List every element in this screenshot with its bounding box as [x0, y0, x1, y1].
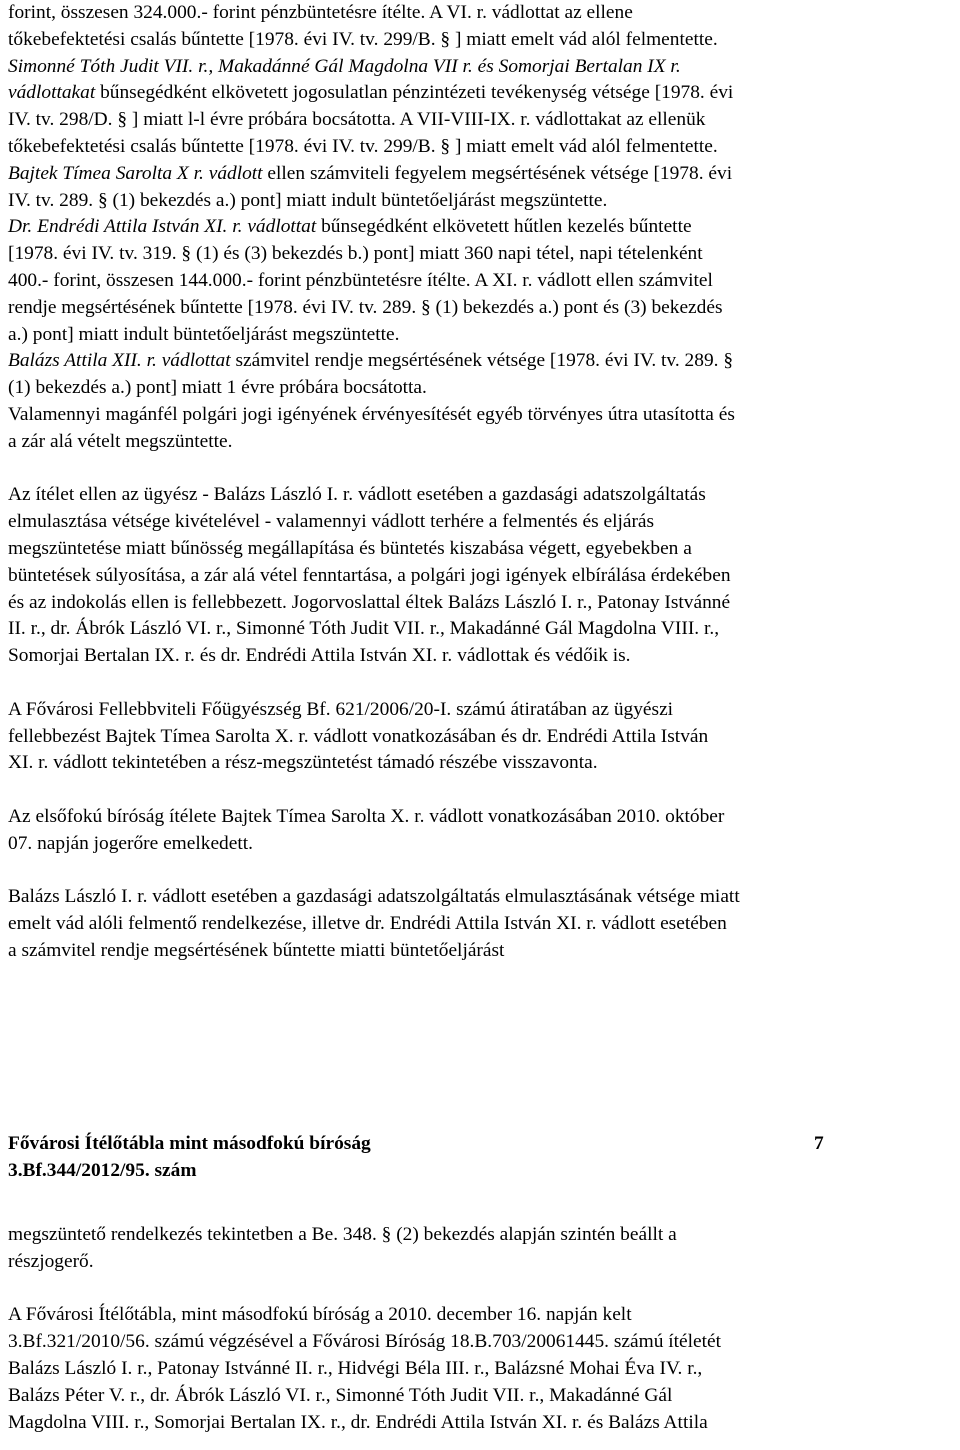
text-line — [8, 616, 952, 643]
court-name: Fővárosi Ítélőtábla mint másodfokú bíróság — [8, 1133, 371, 1154]
text-line — [8, 804, 952, 831]
text-run: Az ítélet ellen az ügyész - Balázs László I. r. vádlott esetében a gazdasági adatszolgáltatás — [8, 484, 706, 506]
text-line — [8, 831, 952, 858]
text-line — [8, 724, 952, 751]
text-line — [8, 134, 952, 161]
text-run: büntetések súlyosítása, a zár alá vétel fenntartása, a polgári jogi igények elbírálása érdekében — [8, 564, 731, 586]
text-line — [8, 1383, 721, 1410]
text-run: A Fővárosi Fellebbviteli Főügyészség Bf. 621/2006/20-I. számú átiratában az ügyészi — [8, 698, 674, 720]
text-line — [8, 590, 952, 617]
italic-text: Dr. Endrédi Attila István XI. r. vádlottat — [8, 216, 317, 238]
text-run: Balázs László I. r. vádlott esetében a gazdasági adatszolgáltatás elmulasztásának vétsége miatt — [8, 886, 740, 908]
text-line — [8, 161, 952, 188]
text-run: forint, összesen 324.000.- forint pénzbüntetésre ítélte. A VI. r. vádlottat az ellene — [8, 2, 633, 23]
text-run: tőkebefektetési csalás bűntette [1978. évi IV. tv. 299/B. § ] miatt emelt vád alól felmentette. — [8, 28, 718, 50]
page-footer — [8, 1131, 824, 1184]
text-line — [8, 536, 952, 563]
paragraph-gap — [8, 858, 952, 885]
text-run: XI. r. vádlott tekintetében a rész-megszüntetést támadó részébe visszavonta. — [8, 752, 598, 774]
text-run: rendje megsértésének bűntette [1978. évi IV. tv. 289. § (1) bekezdés a.) pont és (3) bekezdés — [8, 296, 723, 318]
text-run: tőkebefektetési csalás bűntette [1978. évi IV. tv. 299/B. § ] miatt emelt vád alól felmentette. — [8, 135, 718, 157]
text-line — [8, 884, 952, 911]
text-line — [8, 750, 952, 777]
text-run: IV. tv. 298/D. § ] miatt l-l évre próbára bocsátotta. A VII-VIII-IX. r. vádlottakat az ellenük — [8, 109, 706, 131]
text-run: 07. napján jogerőre emelkedett. — [8, 832, 253, 854]
text-run: A Fővárosi Ítélőtábla, mint másodfokú bíróság a 2010. december 16. napján kelt — [8, 1304, 632, 1326]
text-run: 400.- forint, összesen 144.000.- forint pénzbüntetésre ítélte. A XI. r. vádlott ellen számvitel — [8, 269, 713, 291]
text-run: elmulasztása vétsége kivételével - valamennyi vádlott terhére a felmentés és eljárás — [8, 511, 655, 533]
text-run: emelt vád alóli felmentő rendelkezése, illetve dr. Endrédi Attila István XI. r. vádlott esetében — [8, 913, 727, 935]
text-line — [8, 54, 952, 81]
text-line — [8, 402, 952, 429]
text-run: számvitel rendje megsértésének vétsége [1978. évi IV. tv. 289. § — [230, 350, 734, 372]
text-run: Balázs László I. r., Patonay Istvánné II. r., Hidvégi Béla III. r., Balázsné Mohai Éva IV. r., — [8, 1357, 703, 1379]
text-line — [8, 188, 952, 215]
text-line — [8, 911, 952, 938]
text-line — [8, 482, 952, 509]
text-run: bűnsegédként elkövetett hűtlen kezelés bűntette — [316, 216, 692, 238]
italic-text: Balázs Attila XII. r. vádlottat — [8, 350, 231, 372]
text-line — [8, 1410, 721, 1437]
text-run: a számvitel rendje megsértésének bűntette miatti büntetőeljárást — [8, 939, 505, 961]
text-line — [8, 1302, 721, 1329]
paragraph-gap — [8, 456, 952, 483]
text-run: IV. tv. 289. § (1) bekezdés a.) pont] miatt indult büntetőeljárást megszüntette. — [8, 189, 608, 211]
paragraph — [8, 482, 952, 670]
text-run: Magdolna VIII. r., Somorjai Bertalan IX. r., dr. Endrédi Attila István XI. r. és Balázs Attila — [8, 1411, 708, 1433]
text-line — [8, 241, 952, 268]
document-continuation — [8, 1222, 721, 1436]
text-line — [8, 80, 952, 107]
text-run: bűnsegédként elkövetett jogosulatlan pénzintézeti tevékenység vétsége [1978. évi — [95, 82, 734, 104]
text-line — [8, 295, 952, 322]
text-line — [8, 697, 952, 724]
text-line — [8, 107, 952, 134]
paragraph — [8, 804, 952, 858]
text-line — [8, 322, 952, 349]
text-run: [1978. évi IV. tv. 319. § (1) és (3) bekezdés b.) pont] miatt 360 napi tétel, napi tételenként — [8, 243, 703, 265]
text-run: a.) pont] miatt indult büntetőeljárást megszüntette. — [8, 323, 400, 345]
document-body — [8, 0, 952, 965]
italic-text: Bajtek Tímea Sarolta X r. vádlott — [8, 162, 263, 184]
text-line — [8, 27, 952, 54]
paragraph-gap — [8, 777, 952, 804]
text-line — [8, 563, 952, 590]
text-run: 3.Bf.321/2010/56. számú végzésével a Fővárosi Bíróság 18.B.703/20061445. számú ítéletét — [8, 1331, 722, 1353]
paragraph — [8, 1222, 721, 1276]
text-line — [8, 375, 952, 402]
text-line — [8, 1249, 721, 1276]
text-line — [8, 429, 952, 456]
italic-text: vádlottakat — [8, 82, 96, 104]
text-run: és az indokolás ellen is fellebbezett. Jogorvoslattal éltek Balázs László I. r., Patonay Istvánné — [8, 591, 731, 613]
text-run: megszüntető rendelkezés tekintetben a Be. 348. § (2) bekezdés alapján szintén beállt a — [8, 1224, 677, 1245]
text-run: részjogerő. — [8, 1250, 94, 1272]
text-line — [8, 214, 952, 241]
text-run: Balázs Péter V. r., dr. Ábrók László VI. r., Simonné Tóth Judit VII. r., Makadánné Gál — [8, 1384, 673, 1406]
text-line — [8, 1356, 721, 1383]
text-run: (1) bekezdés a.) pont] miatt 1 évre próbára bocsátotta. — [8, 377, 427, 399]
text-line — [8, 0, 952, 27]
text-line — [8, 268, 952, 295]
case-number: 3.Bf.344/2012/95. szám — [8, 1159, 197, 1181]
text-line — [8, 348, 952, 375]
paragraph-gap — [8, 670, 952, 697]
paragraph-gap — [8, 1276, 721, 1303]
text-run: megszüntetése miatt bűnösség megállapítása és büntetés kiszabása végett, egyebekben a — [8, 537, 692, 559]
text-line — [8, 1222, 721, 1249]
paragraph — [8, 0, 952, 456]
text-line — [8, 643, 952, 670]
text-line — [8, 938, 952, 965]
italic-text: Simonné Tóth Judit VII. r., Makadánné Gál Magdolna VII r. és Somorjai Bertalan IX r. — [8, 55, 681, 77]
text-run: II. r., dr. Ábrók László VI. r., Simonné Tóth Judit VII. r., Makadánné Gál Magdolna VIII. r., — [8, 618, 720, 640]
text-run: a zár alá vételt megszüntette. — [8, 430, 233, 452]
text-run: Somorjai Bertalan IX. r. és dr. Endrédi Attila István XI. r. vádlottak és védőik is. — [8, 645, 631, 667]
text-run: fellebbezést Bajtek Tímea Sarolta X. r. vádlott vonatkozásában és dr. Endrédi Attila István — [8, 725, 709, 747]
paragraph — [8, 884, 952, 964]
text-run: Az elsőfokú bíróság ítélete Bajtek Tímea Sarolta X. r. vádlott vonatkozásában 2010. október — [8, 805, 725, 827]
text-line — [8, 509, 952, 536]
text-run: Valamennyi magánfél polgári jogi igényének érvényesítését egyéb törvényes útra utasította és — [8, 403, 735, 425]
paragraph — [8, 697, 952, 777]
paragraph — [8, 1302, 721, 1436]
text-run: ellen számviteli fegyelem megsértésének vétsége [1978. évi — [262, 162, 733, 184]
text-line — [8, 1329, 721, 1356]
page-number: 7 — [814, 1133, 824, 1154]
